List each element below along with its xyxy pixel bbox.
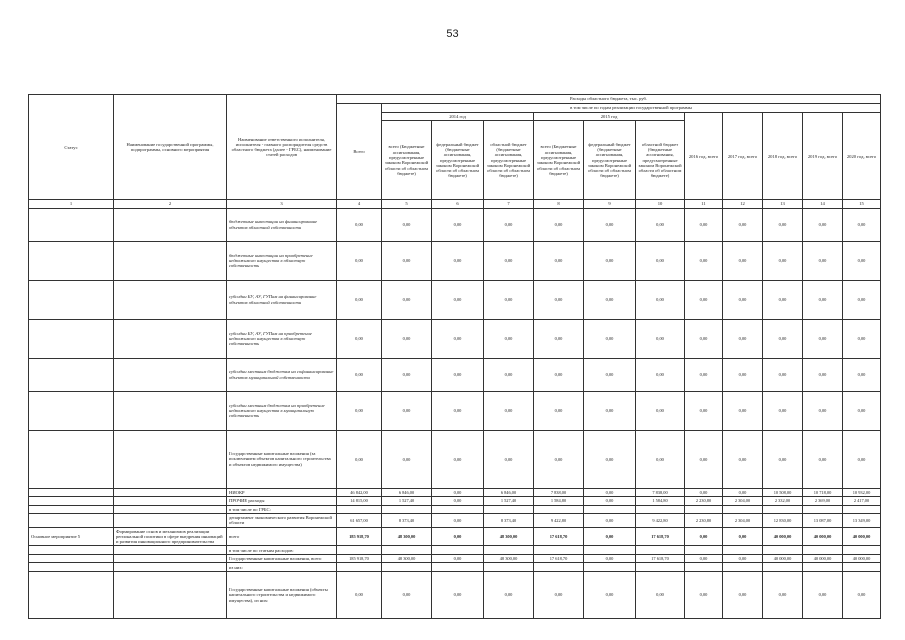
value-cell: 2 332,00 [763,497,803,506]
expense-name-cell: бюджетные инвестиции на финансирование объектов областной собственности [227,208,337,241]
value-cell: 0,00 [685,358,723,391]
value-cell [432,546,484,555]
value-cell [584,505,636,514]
table-row [29,358,881,391]
value-cell: 0,00 [484,280,534,319]
value-cell: 0,00 [636,430,685,488]
value-cell: 1 584,80 [534,497,584,506]
status-cell [29,358,114,391]
page-number: 53 [446,28,459,40]
expense-name-cell: субсидии БУ, АУ, ГУПам на финансирование объектов областной собственности [227,280,337,319]
table-row [29,527,881,546]
status-cell [29,554,114,563]
value-cell: 2 369,00 [803,497,843,506]
header-by-year: в том числе по годам реализации государственной программы [382,104,881,113]
value-cell [484,505,534,514]
value-cell: 1 584,80 [636,497,685,506]
value-cell: 0,00 [382,430,432,488]
value-cell: 0,00 [763,280,803,319]
column-number: 4 [337,200,382,208]
value-cell [843,563,881,572]
value-cell: 0,00 [584,554,636,563]
value-cell: 12 830,00 [763,514,803,528]
value-cell: 0,00 [432,488,484,497]
status-cell [29,505,114,514]
table-row [29,571,881,618]
value-cell: 0,00 [763,319,803,358]
column-number: 3 [227,200,337,208]
value-cell: 0,00 [382,391,432,430]
value-cell [685,546,723,555]
value-cell: 6 846,00 [484,488,534,497]
value-cell: 0,00 [763,571,803,618]
value-cell: 0,00 [803,208,843,241]
expense-name-cell: НИОКР [227,488,337,497]
value-cell: 0,00 [432,208,484,241]
header-2017: 2017 год, всего [723,113,763,200]
value-cell: 48 300,00 [382,527,432,546]
header-budget-expenses: Расходы областного бюджета, тыс. руб. [337,95,881,104]
value-cell: 10 932,00 [843,488,881,497]
program-cell [114,488,227,497]
value-cell: 0,00 [382,280,432,319]
value-cell: 40 000,00 [843,554,881,563]
header-grbs-name: Наименование ответственного исполнителя, исполнителя - главного распорядителя средств областного бюджета (далее - ГРБС), наименование статей расходов [227,95,337,200]
value-cell: 0,00 [484,358,534,391]
status-cell [29,241,114,280]
header-year-2015: 2015 год [534,113,685,121]
program-cell [114,514,227,528]
table-row [29,208,881,241]
program-cell [114,430,227,488]
value-cell: 0,00 [484,391,534,430]
value-cell: 0,00 [337,241,382,280]
value-cell [534,546,584,555]
value-cell [803,505,843,514]
value-cell: 0,00 [763,241,803,280]
value-cell: 0,00 [534,208,584,241]
expense-name-cell: бюджетные инвестиции на приобретение недвижимого имущества в областную собственность [227,241,337,280]
value-cell [723,505,763,514]
value-cell [337,505,382,514]
program-cell [114,208,227,241]
expense-name-cell: субсидии местным бюджетам на софинансирование объектов муниципальной собственности [227,358,337,391]
value-cell: 40 000,00 [803,554,843,563]
value-cell: 2 230,80 [685,514,723,528]
value-cell: 7 838,00 [636,488,685,497]
value-cell: 48 300,00 [382,554,432,563]
status-cell [29,488,114,497]
value-cell: 40 000,00 [763,554,803,563]
value-cell [843,505,881,514]
value-cell: 0,00 [843,280,881,319]
value-cell [636,546,685,555]
value-cell: 0,00 [685,430,723,488]
value-cell: 0,00 [803,319,843,358]
value-cell [432,563,484,572]
value-cell: 0,00 [432,571,484,618]
value-cell: 0,00 [584,391,636,430]
value-cell: 0,00 [803,358,843,391]
value-cell: 0,00 [584,514,636,528]
value-cell: 0,00 [584,208,636,241]
column-number: 9 [584,200,636,208]
value-cell: 0,00 [584,241,636,280]
expense-name-cell: Государственные капитальные вложения (за исключением объектов капитального строительства и объектов недвижимого имущества) [227,430,337,488]
status-cell [29,571,114,618]
value-cell: 0,00 [636,241,685,280]
value-cell: 0,00 [534,280,584,319]
value-cell: 0,00 [636,280,685,319]
status-cell [29,563,114,572]
value-cell: 2 304,00 [723,497,763,506]
header-2020: 2020 год, всего [843,113,881,200]
value-cell [584,563,636,572]
value-cell: 0,00 [843,391,881,430]
expense-name-cell: в том числе по статьям расходов: [227,546,337,555]
column-number: 1 [29,200,114,208]
table-row [29,505,881,514]
column-number: 5 [382,200,432,208]
value-cell: 13 087,00 [803,514,843,528]
table-row [29,319,881,358]
value-cell: 0,00 [584,571,636,618]
value-cell: 0,00 [534,430,584,488]
value-cell: 40 000,00 [763,527,803,546]
header-federal-2015: федеральный бюджет (бюджетные ассигнования, предусмотренные законом Воронежской области об областном бюджете) [584,121,636,200]
header-regional-2014: областной бюджет (бюджетные ассигнования, предусмотренные законом Воронежской области об областном бюджете) [484,121,534,200]
value-cell: 6 846,00 [382,488,432,497]
table-row [29,488,881,497]
value-cell: 0,00 [763,430,803,488]
status-cell [29,514,114,528]
value-cell: 0,00 [763,358,803,391]
value-cell: 0,00 [432,527,484,546]
value-cell [584,546,636,555]
value-cell [337,546,382,555]
header-federal-2014: федеральный бюджет (бюджетные ассигнования, предусмотренные законом Воронежской области об областном бюджете) [432,121,484,200]
value-cell [843,546,881,555]
value-cell: 0,00 [534,241,584,280]
value-cell: 0,00 [685,571,723,618]
table-row [29,554,881,563]
table-row [29,497,881,506]
column-number: 14 [803,200,843,208]
value-cell: 0,00 [843,241,881,280]
value-cell: 0,00 [723,208,763,241]
value-cell: 0,00 [484,319,534,358]
expense-name-cell: всего [227,527,337,546]
value-cell: 0,00 [534,319,584,358]
value-cell: 10 508,00 [763,488,803,497]
budget-table [28,94,881,619]
value-cell [723,563,763,572]
value-cell: 0,00 [432,358,484,391]
value-cell: 0,00 [584,358,636,391]
value-cell: 40 000,00 [843,527,881,546]
value-cell: 0,00 [843,319,881,358]
value-cell [382,505,432,514]
header-2018: 2018 год, всего [763,113,803,200]
program-cell [114,319,227,358]
program-cell: Формирование основ и механизмов реализации региональной политики в сфере внедрения инноваций и развития инновационного предпринимательства [114,527,227,546]
value-cell: 0,00 [337,208,382,241]
value-cell: 0,00 [803,280,843,319]
value-cell: 0,00 [723,554,763,563]
value-cell: 9 422,80 [636,514,685,528]
value-cell: 0,00 [584,430,636,488]
expense-name-cell: из них: [227,563,337,572]
header-2016: 2016 год, всего [685,113,723,200]
program-cell [114,241,227,280]
value-cell: 0,00 [636,391,685,430]
status-cell [29,208,114,241]
value-cell [803,563,843,572]
value-cell: 185 918,70 [337,554,382,563]
value-cell: 0,00 [534,391,584,430]
value-cell: 0,00 [723,571,763,618]
value-cell: 0,00 [723,527,763,546]
column-number: 6 [432,200,484,208]
column-numbers-row [29,200,881,208]
value-cell: 0,00 [337,430,382,488]
value-cell: 0,00 [337,280,382,319]
value-cell: 2 230,80 [685,497,723,506]
value-cell: 0,00 [636,319,685,358]
value-cell: 0,00 [432,319,484,358]
value-cell [685,563,723,572]
value-cell: 0,00 [337,319,382,358]
program-cell [114,497,227,506]
table-row [29,514,881,528]
value-cell: 8 373,40 [484,514,534,528]
value-cell: 0,00 [763,391,803,430]
value-cell: 0,00 [763,208,803,241]
value-cell [337,563,382,572]
header-total: Всего [337,104,382,200]
value-cell: 0,00 [685,319,723,358]
value-cell [685,505,723,514]
expense-name-cell: субсидии местным бюджетам на приобретение недвижимого имущества в муниципальную собственность [227,391,337,430]
table-row [29,280,881,319]
value-cell [763,505,803,514]
status-cell [29,391,114,430]
value-cell: 0,00 [723,430,763,488]
table-row [29,391,881,430]
header-total-2014: всего (Бюджетные ассигнования, предусмотренные законом Воронежской области об областном бюджете) [382,121,432,200]
expense-name-cell: субсидии БУ, АУ, ГУПам на приобретение недвижимого имущества в областную собственность [227,319,337,358]
value-cell: 40 000,00 [803,527,843,546]
header-year-2014: 2014 год [382,113,534,121]
value-cell: 48 300,00 [484,554,534,563]
value-cell: 0,00 [584,527,636,546]
value-cell [803,546,843,555]
status-cell [29,430,114,488]
expense-name-cell: ПРОЧИЕ расходы [227,497,337,506]
value-cell: 0,00 [636,208,685,241]
value-cell: 0,00 [337,571,382,618]
value-cell [763,563,803,572]
value-cell: 1 527,40 [484,497,534,506]
value-cell: 0,00 [803,391,843,430]
header-status: Статус [29,95,114,200]
value-cell: 0,00 [382,358,432,391]
value-cell: 0,00 [685,527,723,546]
table-row [29,546,881,555]
value-cell: 8 373,40 [382,514,432,528]
value-cell: 10 718,00 [803,488,843,497]
value-cell: 0,00 [636,358,685,391]
value-cell: 0,00 [432,280,484,319]
value-cell [636,563,685,572]
value-cell: 0,00 [843,430,881,488]
column-number: 12 [723,200,763,208]
value-cell: 0,00 [803,241,843,280]
value-cell: 2 417,00 [843,497,881,506]
value-cell: 0,00 [584,280,636,319]
value-cell: 0,00 [685,554,723,563]
value-cell: 185 918,70 [337,527,382,546]
value-cell [763,546,803,555]
value-cell: 0,00 [337,391,382,430]
status-cell [29,546,114,555]
value-cell [636,505,685,514]
value-cell [432,505,484,514]
value-cell: 7 838,00 [534,488,584,497]
column-number: 7 [484,200,534,208]
value-cell [534,505,584,514]
expense-name-cell: в том числе по ГРБС: [227,505,337,514]
expense-name-cell: Государственные капитальные вложения, всего [227,554,337,563]
value-cell: 17 618,70 [534,554,584,563]
value-cell: 0,00 [843,208,881,241]
value-cell: 46 842,00 [337,488,382,497]
program-cell [114,505,227,514]
value-cell [484,563,534,572]
value-cell [484,546,534,555]
value-cell [534,563,584,572]
budget-table-sheet [28,94,880,622]
value-cell: 0,00 [843,571,881,618]
value-cell: 0,00 [685,280,723,319]
value-cell: 0,00 [432,514,484,528]
value-cell: 13 349,00 [843,514,881,528]
value-cell [382,563,432,572]
header-regional-2015: областной бюджет (бюджетные ассигнования, предусмотренные законом Воронежской области об областном бюджете) [636,121,685,200]
header-total-2015: всего (Бюджетные ассигнования, предусмотренные законом Воронежской области об областном бюджете) [534,121,584,200]
value-cell: 0,00 [432,391,484,430]
value-cell: 0,00 [723,241,763,280]
status-cell [29,280,114,319]
value-cell [382,546,432,555]
status-cell [29,319,114,358]
program-cell [114,391,227,430]
value-cell: 0,00 [685,391,723,430]
header-2019: 2019 год, всего [803,113,843,200]
program-cell [114,563,227,572]
value-cell: 0,00 [484,208,534,241]
status-cell: Основное мероприятие 5 [29,527,114,546]
value-cell: 0,00 [723,319,763,358]
value-cell: 0,00 [382,241,432,280]
value-cell: 0,00 [382,208,432,241]
value-cell: 0,00 [723,280,763,319]
program-cell [114,571,227,618]
value-cell: 0,00 [584,488,636,497]
program-cell [114,554,227,563]
value-cell: 0,00 [723,391,763,430]
table-row [29,563,881,572]
value-cell: 0,00 [484,241,534,280]
program-cell [114,546,227,555]
expense-name-cell: Государственные капитальные вложения (объекты капитального строительства и недвижимого имущества), из них: [227,571,337,618]
value-cell: 0,00 [636,571,685,618]
value-cell: 0,00 [432,430,484,488]
value-cell: 0,00 [584,319,636,358]
value-cell: 0,00 [432,554,484,563]
value-cell: 2 304,00 [723,514,763,528]
column-number: 2 [114,200,227,208]
value-cell: 0,00 [803,571,843,618]
value-cell: 0,00 [685,208,723,241]
column-number: 15 [843,200,881,208]
value-cell: 0,00 [723,488,763,497]
value-cell: 0,00 [484,430,534,488]
column-number: 11 [685,200,723,208]
table-row [29,430,881,488]
value-cell: 9 422,80 [534,514,584,528]
column-number: 8 [534,200,584,208]
header-program-name: Наименование государственной программы, подпрограммы, основного мероприятия [114,95,227,200]
value-cell: 17 618,70 [636,554,685,563]
value-cell: 0,00 [382,571,432,618]
table-row [29,241,881,280]
value-cell: 14 815,00 [337,497,382,506]
value-cell: 1 527,40 [382,497,432,506]
column-number: 10 [636,200,685,208]
program-cell [114,280,227,319]
value-cell: 0,00 [723,358,763,391]
column-number: 13 [763,200,803,208]
program-cell [114,358,227,391]
value-cell: 0,00 [685,488,723,497]
value-cell: 0,00 [382,319,432,358]
value-cell: 0,00 [534,358,584,391]
value-cell: 0,00 [685,241,723,280]
value-cell: 61 657,00 [337,514,382,528]
value-cell: 17 618,70 [534,527,584,546]
value-cell: 0,00 [803,430,843,488]
value-cell [723,546,763,555]
value-cell: 0,00 [432,241,484,280]
value-cell: 0,00 [584,497,636,506]
value-cell: 0,00 [534,571,584,618]
value-cell: 17 618,70 [636,527,685,546]
expense-name-cell: департамент экономического развития Воронежской области [227,514,337,528]
value-cell: 0,00 [484,571,534,618]
value-cell: 0,00 [337,358,382,391]
value-cell: 48 300,00 [484,527,534,546]
status-cell [29,497,114,506]
value-cell: 0,00 [843,358,881,391]
value-cell: 0,00 [432,497,484,506]
